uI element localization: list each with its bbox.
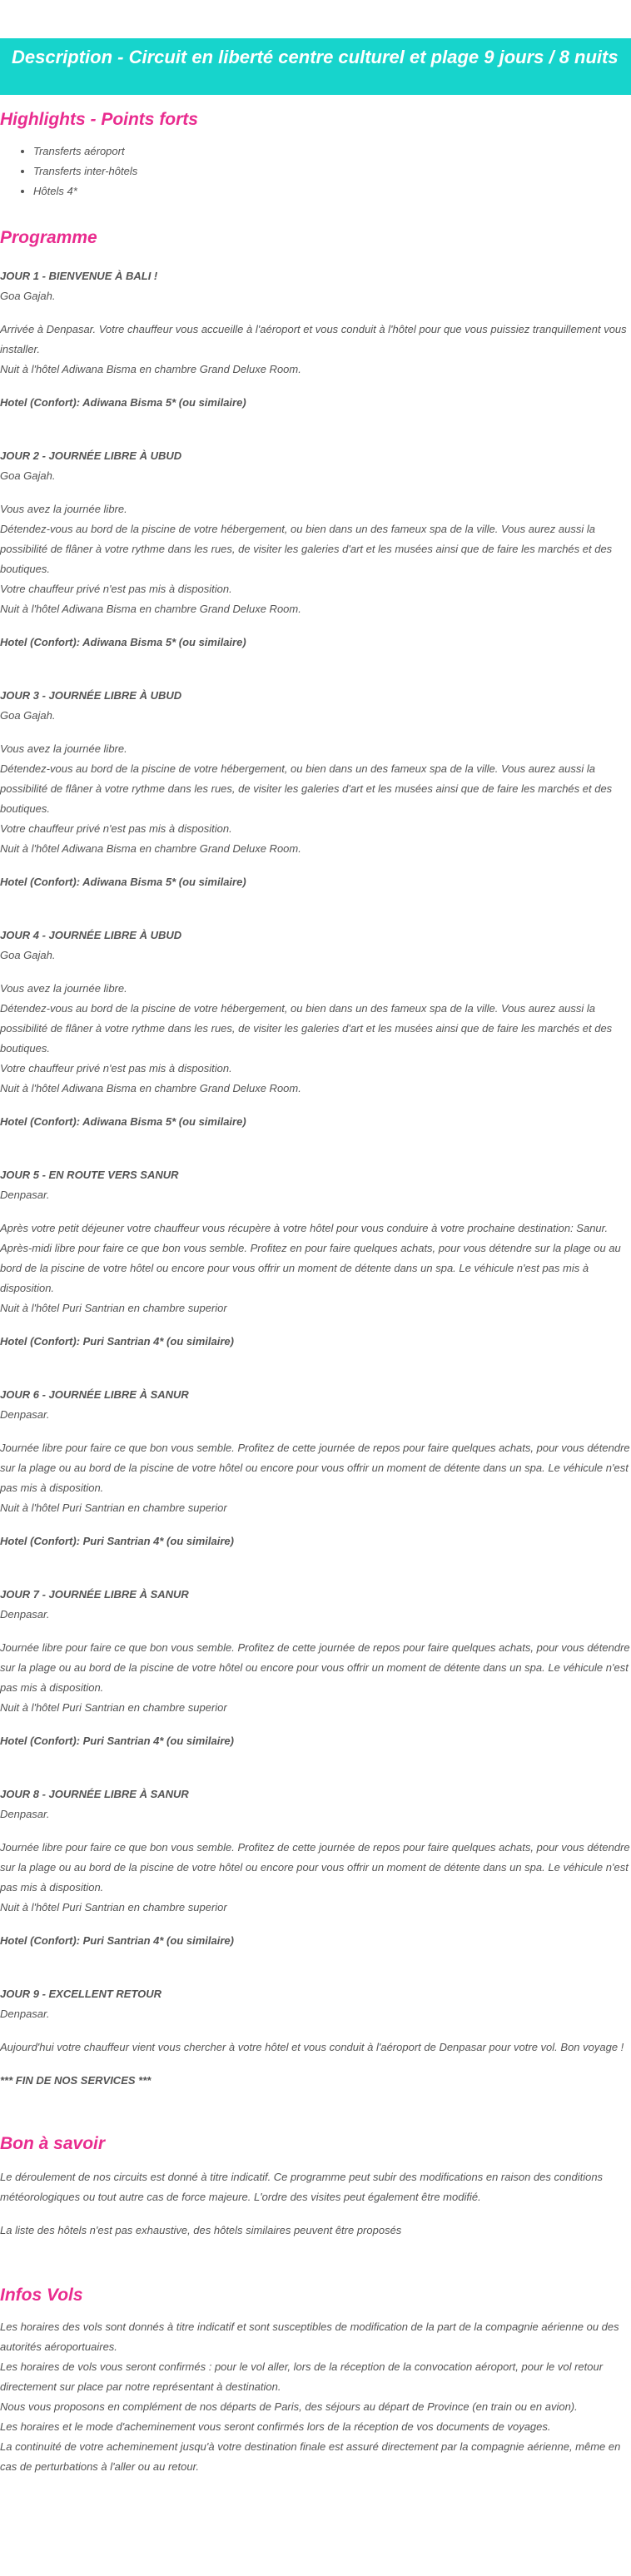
day-line: Détendez-vous au bord de la piscine de votre hébergement, ou bien dans un des fameux spa de la ville. Vous aurez aussi la possibilité de flâner à votre rythme dans les rues, de visiter les galeries d'art et les musées ainsi que de faire les marchés et des boutiques. [0, 1002, 613, 1055]
day-line: Nuit à l'hôtel Adiwana Bisma en chambre Grand Deluxe Room. [0, 842, 301, 855]
day-hotel: Hotel (Confort): Puri Santrian 4* (ou similaire) [0, 1934, 234, 1947]
infos-vols-line: Nous vous proposons en complément de nos départs de Paris, des séjours au départ de Province (en train ou en avion). [0, 2400, 578, 2413]
day-place: Goa Gajah. [0, 709, 56, 722]
day-line: Nuit à l'hôtel Puri Santrian en chambre superior [0, 1501, 227, 1514]
day-hotel: Hotel (Confort): Puri Santrian 4* (ou similaire) [0, 1735, 234, 1747]
day-title: JOUR 6 - JOURNÉE LIBRE À SANUR [0, 1388, 189, 1401]
day-description [0, 320, 631, 380]
day-line: Après-midi libre pour faire ce que bon vous semble. Profitez en pour faire quelques achats, pour vous détendre sur la plage ou au bord de la piscine de votre hôtel ou encore pour vous offrir un moment de détente dans un spa. Le véhicule n'est pas mis à disposition. [0, 1242, 621, 1294]
day-line: Journée libre pour faire ce que bon vous semble. Profitez de cette journée de repos pour faire quelques achats, pour vous détendre sur la plage ou au bord de la piscine de votre hôtel ou encore pour vous offrir un moment de détente dans un spa. Le véhicule n'est pas mis à disposition. [0, 1641, 630, 1694]
day-line: Vous avez la journée libre. [0, 742, 127, 755]
infos-vols-line: Les horaires de vols vous seront confirmés : pour le vol aller, lors de la réception de la convocation aéroport, pour le vol retour directement sur place par notre représentant à destination. [0, 2360, 604, 2393]
day-line: Journée libre pour faire ce que bon vous semble. Profitez de cette journée de repos pour faire quelques achats, pour vous détendre sur la plage ou au bord de la piscine de votre hôtel ou encore pour vous offrir un moment de détente dans un spa. Le véhicule n'est pas mis à disposition. [0, 1442, 630, 1494]
day-line: Votre chauffeur privé n'est pas mis à disposition. [0, 583, 232, 595]
day-place: Goa Gajah. [0, 949, 56, 961]
programme-day-3 [0, 686, 631, 892]
day-hotel: Hotel (Confort): Adiwana Bisma 5* (ou similaire) [0, 1115, 246, 1128]
day-line: Nuit à l'hôtel Adiwana Bisma en chambre Grand Deluxe Room. [0, 363, 301, 375]
day-place: Goa Gajah. [0, 290, 56, 302]
day-line: Nuit à l'hôtel Adiwana Bisma en chambre Grand Deluxe Room. [0, 603, 301, 615]
highlight-item: • Transferts aéroport [33, 141, 631, 161]
programme-title: Programme [0, 228, 97, 247]
day-description [0, 1438, 631, 1518]
day-line: Journée libre pour faire ce que bon vous semble. Profitez de cette journée de repos pour faire quelques achats, pour vous détendre sur la plage ou au bord de la piscine de votre hôtel ou encore pour vous offrir un moment de détente dans un spa. Le véhicule n'est pas mis à disposition. [0, 1841, 630, 1894]
day-title: JOUR 9 - EXCELLENT RETOUR [0, 1988, 162, 2000]
day-line: Détendez-vous au bord de la piscine de votre hébergement, ou bien dans un des fameux spa de la ville. Vous aurez aussi la possibilité de flâner à votre rythme dans les rues, de visiter les galeries d'art et les musées ainsi que de faire les marchés et des boutiques. [0, 762, 613, 815]
day-title: JOUR 1 - BIENVENUE À BALI ! [0, 270, 158, 282]
programme-day-4 [0, 926, 631, 1132]
day-hotel: Hotel (Confort): Puri Santrian 4* (ou similaire) [0, 1335, 234, 1348]
day-place: Goa Gajah. [0, 469, 56, 482]
day-title: JOUR 2 - JOURNÉE LIBRE À UBUD [0, 449, 182, 462]
day-line: Nuit à l'hôtel Adiwana Bisma en chambre Grand Deluxe Room. [0, 1082, 301, 1094]
infos-vols-title: Infos Vols [0, 2286, 83, 2305]
end-of-services: *** FIN DE NOS SERVICES *** [0, 2074, 152, 2087]
day-place: Denpasar. [0, 1408, 50, 1421]
bon-a-savoir-title: Bon à savoir [0, 2134, 106, 2153]
day-hotel: Hotel (Confort): Puri Santrian 4* (ou similaire) [0, 1535, 234, 1547]
infos-vols-text [0, 2317, 631, 2477]
day-line: Aujourd'hui votre chauffeur vient vous chercher à votre hôtel et vous conduit à l'aéroport de Denpasar pour votre vol. Bon voyage ! [0, 2041, 624, 2053]
programme-day-7 [0, 1585, 631, 1751]
highlight-item: • Hôtels 4* [33, 181, 631, 201]
day-place: Denpasar. [0, 1808, 50, 1820]
day-title: JOUR 8 - JOURNÉE LIBRE À SANUR [0, 1788, 189, 1800]
highlights-title: Highlights - Points forts [0, 110, 198, 129]
day-line: Nuit à l'hôtel Puri Santrian en chambre superior [0, 1302, 227, 1314]
day-line: Votre chauffeur privé n'est pas mis à disposition. [0, 822, 232, 835]
day-title: JOUR 3 - JOURNÉE LIBRE À UBUD [0, 689, 182, 702]
day-line: Vous avez la journée libre. [0, 982, 127, 995]
day-line: Arrivée à Denpasar. Votre chauffeur vous accueille à l'aéroport et vous conduit à l'hôtel pour que vous puissiez tranquillement vous installer. [0, 323, 627, 355]
day-line: Détendez-vous au bord de la piscine de votre hébergement, ou bien dans un des fameux spa de la ville. Vous aurez aussi la possibilité de flâner à votre rythme dans les rues, de visiter les galeries d'art et les musées ainsi que de faire les marchés et des boutiques. [0, 523, 613, 575]
programme-day-5 [0, 1165, 631, 1352]
bon-a-savoir-paragraph: Le déroulement de nos circuits est donné à titre indicatif. Ce programme peut subir des modifications en raison des conditions météorologiques ou tout autre cas de force majeure. L'ordre des visites peut également être modifié. [0, 2171, 604, 2203]
programme-day-9 [0, 1984, 631, 2091]
programme-day-2 [0, 446, 631, 653]
infos-vols-line: Les horaires et le mode d'acheminement vous seront confirmés lors de la réception de vos documents de voyages. [0, 2420, 551, 2433]
day-place: Denpasar. [0, 1608, 50, 1621]
day-line: Nuit à l'hôtel Puri Santrian en chambre superior [0, 1901, 227, 1913]
day-line: Après votre petit déjeuner votre chauffeur vous récupère à votre hôtel pour vous conduire à votre prochaine destination: Sanur. [0, 1222, 609, 1234]
day-place: Denpasar. [0, 1189, 50, 1201]
day-title: JOUR 7 - JOURNÉE LIBRE À SANUR [0, 1588, 189, 1601]
day-hotel: Hotel (Confort): Adiwana Bisma 5* (ou similaire) [0, 396, 246, 409]
programme-day-1 [0, 266, 631, 413]
page [0, 38, 631, 2477]
infos-vols-line: Les horaires des vols sont donnés à titre indicatif et sont susceptibles de modification de la part de la compagnie aérienne ou des autorités aéroportuaires. [0, 2320, 619, 2353]
day-description [0, 499, 631, 619]
day-description [0, 2037, 631, 2057]
day-description [0, 1219, 631, 1318]
bon-a-savoir-paragraph: La liste des hôtels n'est pas exhaustive, des hôtels similaires peuvent être proposés [0, 2224, 402, 2236]
day-description [0, 739, 631, 859]
day-hotel: Hotel (Confort): Adiwana Bisma 5* (ou similaire) [0, 636, 246, 648]
day-hotel: Hotel (Confort): Adiwana Bisma 5* (ou similaire) [0, 876, 246, 888]
day-description [0, 1838, 631, 1918]
day-line: Votre chauffeur privé n'est pas mis à disposition. [0, 1062, 232, 1075]
day-title: JOUR 4 - JOURNÉE LIBRE À UBUD [0, 929, 182, 941]
day-description [0, 1638, 631, 1718]
day-title: JOUR 5 - EN ROUTE VERS SANUR [0, 1169, 179, 1181]
day-description [0, 979, 631, 1099]
description-header: Description - Circuit en liberté centre culturel et plage 9 jours / 8 nuits [0, 38, 631, 95]
highlight-item: • Transferts inter-hôtels [33, 161, 631, 181]
day-place: Denpasar. [0, 2008, 50, 2020]
programme-day-6 [0, 1385, 631, 1551]
programme-day-8 [0, 1784, 631, 1951]
infos-vols-line: La continuité de votre acheminement jusqu'à votre destination finale est assuré directement par la compagnie aérienne, même en cas de perturbations à l'aller ou au retour. [0, 2440, 621, 2473]
day-line: Vous avez la journée libre. [0, 503, 127, 515]
day-line: Nuit à l'hôtel Puri Santrian en chambre superior [0, 1701, 227, 1714]
highlights-list [0, 141, 631, 201]
bon-a-savoir-text [0, 2167, 631, 2241]
